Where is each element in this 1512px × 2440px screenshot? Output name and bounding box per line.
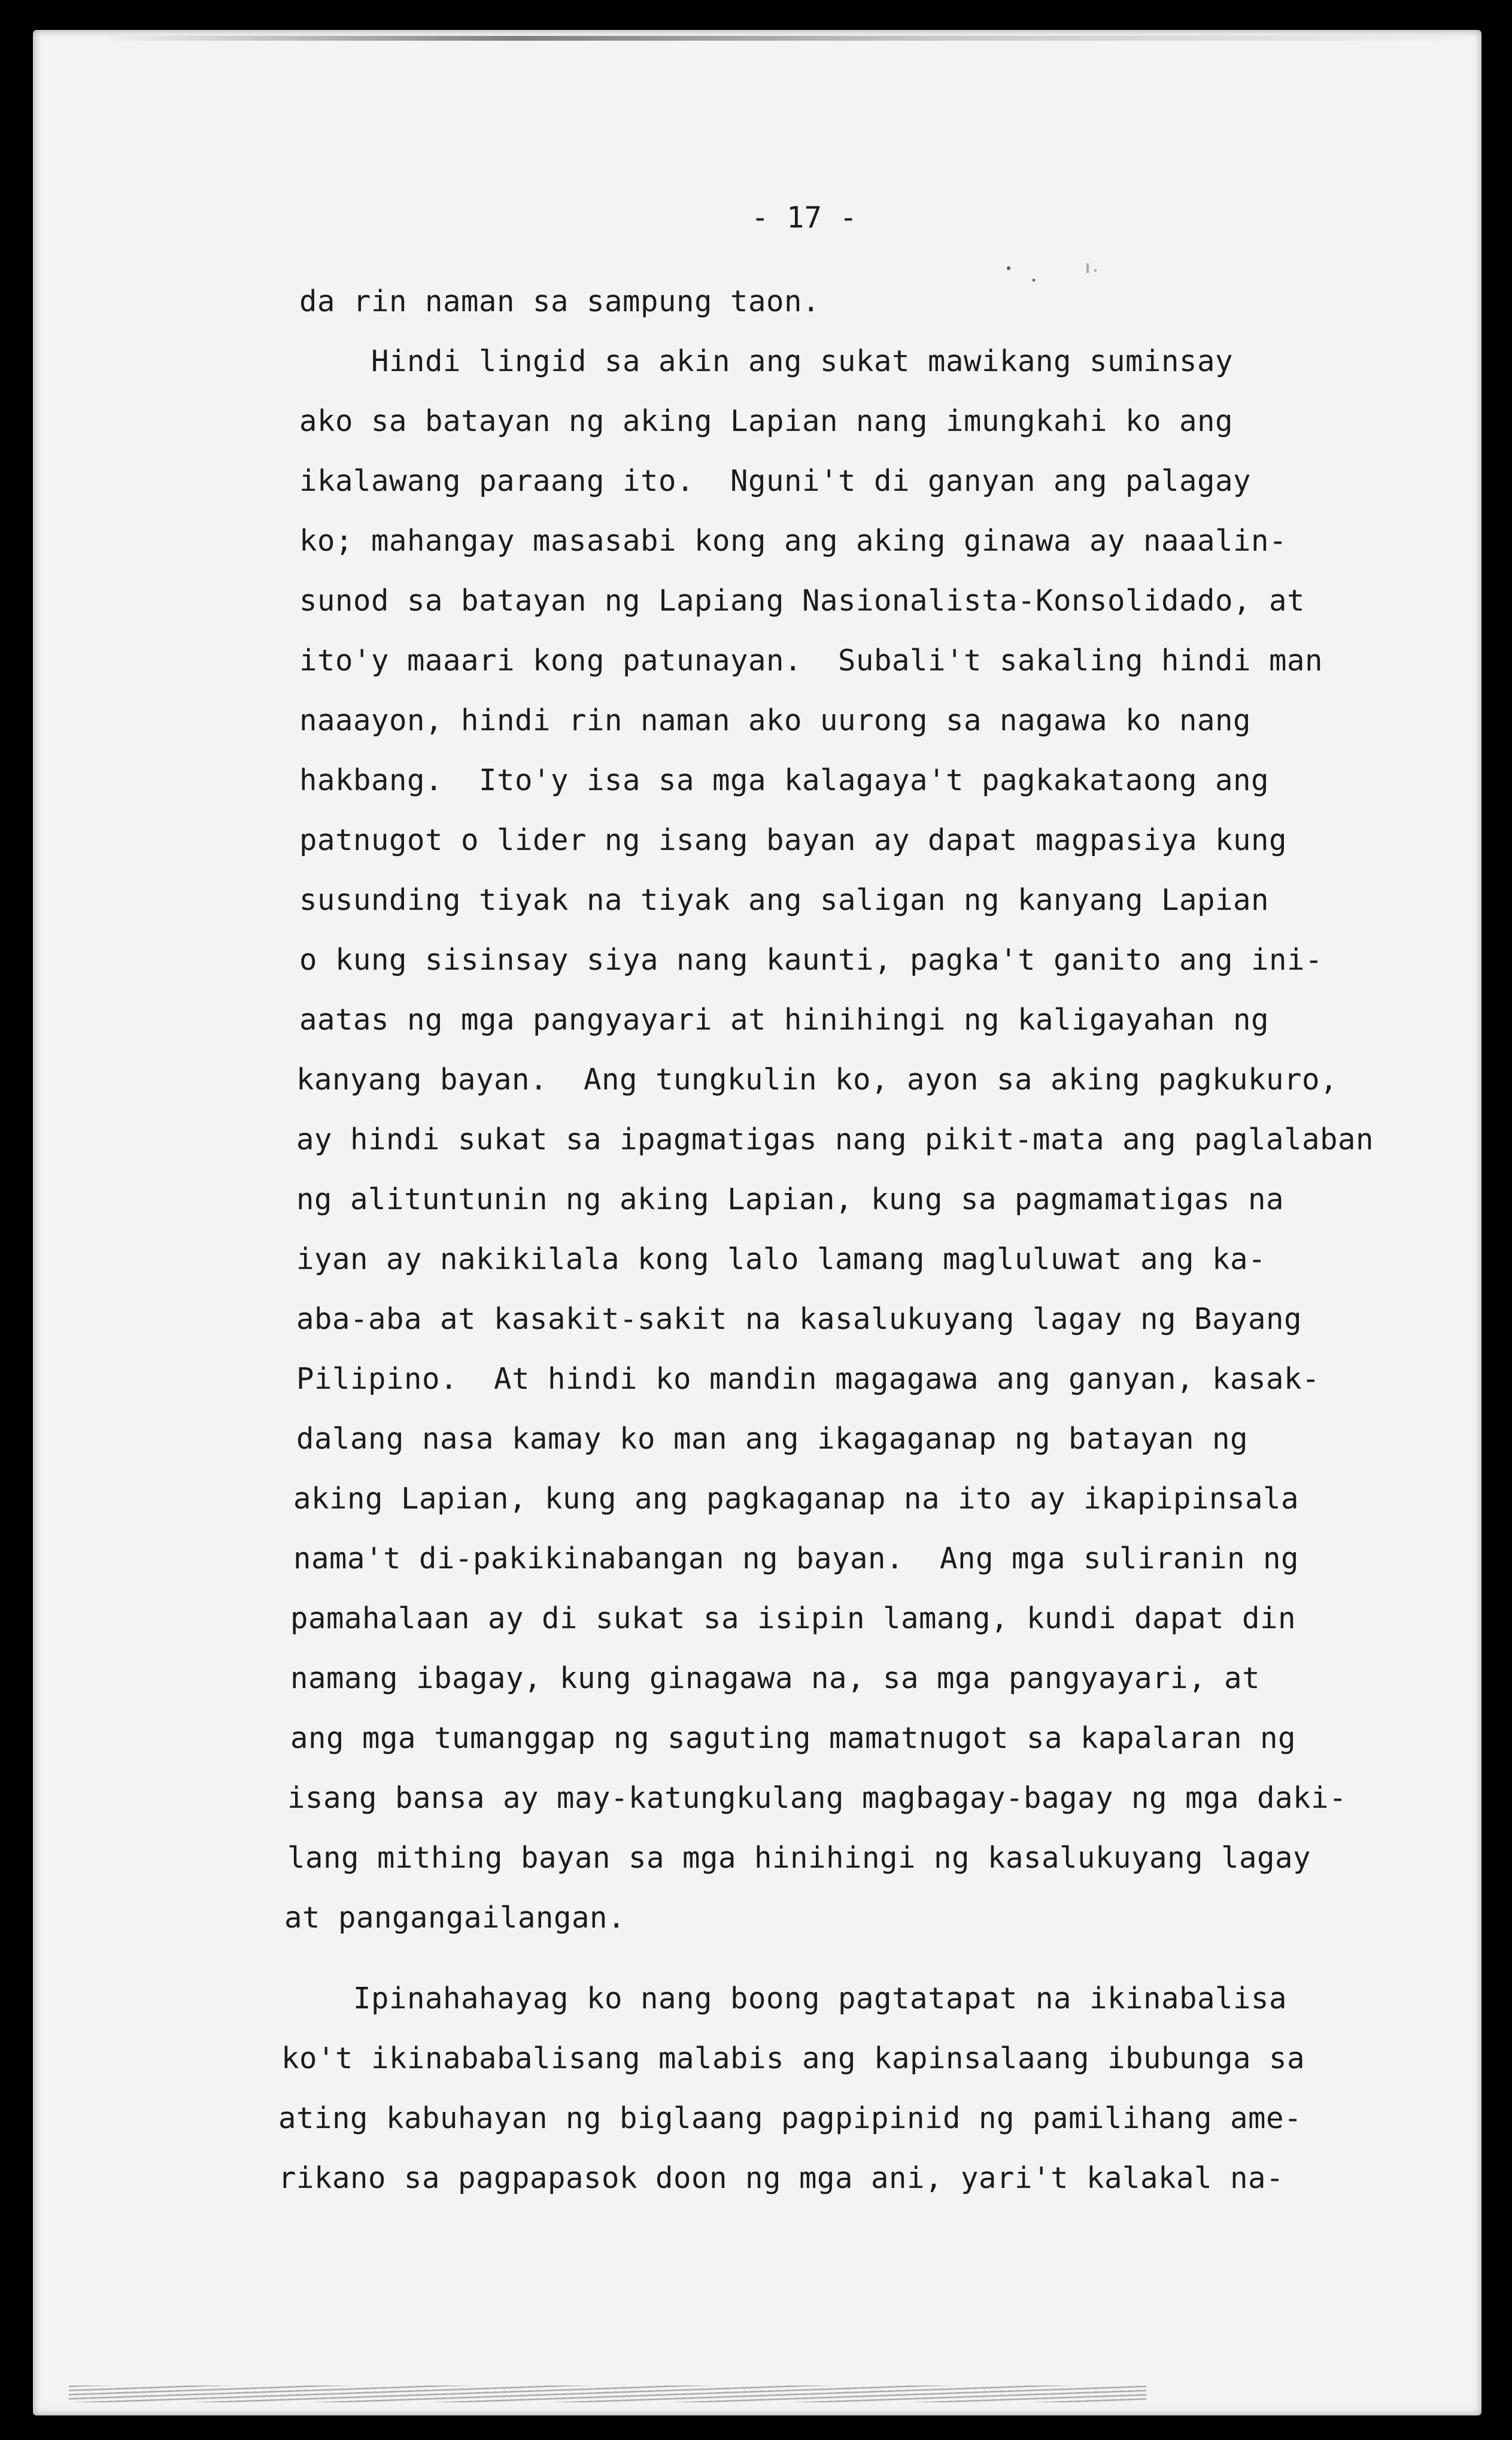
text-line: ko; mahangay masasabi kong ang aking ginawa ay naaalin- (299, 524, 1288, 558)
text-line: sunod sa batayan ng Lapiang Nasionalista-Konsolidado, at (299, 584, 1305, 618)
text-line: rikano sa pagpapasok doon ng mga ani, yari't kalakal na- (278, 2161, 1285, 2195)
text-line: ay hindi sukat sa ipagmatigas nang pikit-mata ang paglalaban (296, 1122, 1374, 1157)
text-line: pamahalaan ay di sukat sa isipin lamang, kundi dapat din (290, 1601, 1297, 1635)
text-line: Ipinahahayag ko nang boong pagtatapat na ikinabalisa (281, 1981, 1288, 2016)
text-line: iyan ay nakikilala kong lalo lamang magluluwat ang ka- (296, 1242, 1267, 1276)
text-line: ating kabuhayan ng biglaang pagpipinid ng pamilihang ame- (278, 2101, 1302, 2135)
text-line: aba-aba at kasakit-sakit na kasalukuyang lagay ng Bayang (296, 1302, 1302, 1336)
page-number: - 17 - (751, 201, 858, 235)
text-line: aatas ng mga pangyayari at hinihingi ng kaligayahan ng (299, 1003, 1270, 1037)
text-line: at pangangailangan. (284, 1901, 626, 1935)
text-line: Pilipino. At hindi ko mandin magagawa ang ganyan, kasak- (296, 1362, 1320, 1396)
text-line: nama't di-pakikinabangan ng bayan. Ang mga suliranin ng (293, 1541, 1300, 1576)
text-line: ikalawang paraang ito. Nguni't di ganyan ang palagay (299, 464, 1252, 498)
text-line: aking Lapian, kung ang pagkaganap na ito ay ikapipinsala (293, 1482, 1300, 1516)
text-line: naaayon, hindi rin naman ako uurong sa nagawa ko nang (299, 703, 1252, 738)
document-page (33, 30, 1481, 2415)
text-line: o kung sisinsay siya nang kaunti, pagka't ganito ang ini- (299, 943, 1323, 977)
text-line: patnugot o lider ng isang bayan ay dapat magpasiya kung (299, 823, 1288, 857)
text-line: namang ibagay, kung ginagawa na, sa mga pangyayari, at (290, 1661, 1261, 1695)
text-line: lang mithing bayan sa mga hinihingi ng kasalukuyang lagay (287, 1841, 1311, 1875)
text-line: ito'y maaari kong patunayan. Subali't sakaling hindi man (299, 644, 1323, 678)
text-line: susunding tiyak na tiyak ang saligan ng kanyang Lapian (299, 883, 1270, 917)
text-line: ako sa batayan ng aking Lapian nang imungkahi ko ang (299, 404, 1234, 438)
scan-edge-bottom (69, 2386, 1146, 2402)
text-line: ng alituntunin ng aking Lapian, kung sa pagmamatigas na (296, 1182, 1285, 1216)
text-line: Hindi lingid sa akin ang sukat mawikang suminsay (299, 344, 1234, 378)
text-line: da rin naman sa sampung taon. (299, 284, 821, 318)
text-line: kanyang bayan. Ang tungkulin ko, ayon sa aking pagkukuro, (296, 1063, 1338, 1097)
text-line: dalang nasa kamay ko man ang ikagaganap ng batayan ng (296, 1422, 1249, 1456)
body-text (33, 30, 1481, 2415)
text-line: isang bansa ay may-katungkulang magbagay-bagay ng mga daki- (287, 1781, 1347, 1815)
text-line: hakbang. Ito'y isa sa mga kalagaya't pagkakataong ang (299, 763, 1270, 797)
text-line: ko't ikinababalisang malabis ang kapinsalaang ibubunga sa (281, 2041, 1305, 2075)
text-line: ang mga tumanggap ng saguting mamatnugot sa kapalaran ng (290, 1721, 1297, 1755)
